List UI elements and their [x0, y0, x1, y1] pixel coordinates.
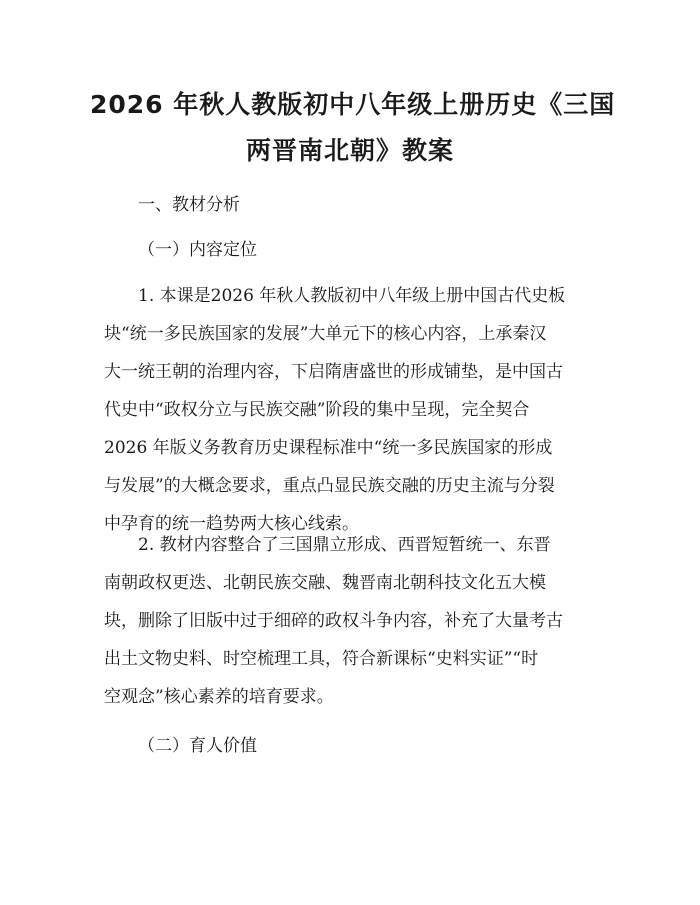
paragraph-line: 2026 年版义务教育历史课程标准中“统一多民族国家的形成 [104, 438, 553, 458]
paragraph-1 [104, 277, 600, 543]
paragraph-2 [104, 526, 600, 716]
paragraph-line: 出土文物史料、时空梳理工具，符合新课标“史料实证”“时 [104, 649, 539, 669]
paragraph-line: 与发展”的大概念要求，重点凸显民族交融的历史主流与分裂 [104, 476, 555, 496]
paragraph-line: 块“统一多民族国家的发展”大单元下的核心内容，上承秦汉 [104, 324, 547, 344]
paragraph-line: 2. 教材内容整合了三国鼎立形成、西晋短暂统一、东晋 [138, 535, 551, 555]
paragraph-line: 块，删除了旧版中过于细碎的政权斗争内容，补充了大量考古 [104, 611, 563, 631]
paragraph-line: 大一统王朝的治理内容，下启隋唐盛世的形成铺垫，是中国古 [104, 362, 563, 382]
document-title-line-2: 两晋南北朝》教案 [245, 136, 454, 165]
section-heading-teaching-material-analysis: 一、教材分析 [138, 195, 240, 215]
paragraph-line: 南朝政权更迭、北朝民族交融、魏晋南北朝科技文化五大模 [104, 573, 546, 593]
subsection-heading-content-positioning: （一）内容定位 [138, 240, 257, 260]
paragraph-line: 空观念”核心素养的培育要求。 [104, 687, 334, 707]
paragraph-line: 代史中“政权分立与民族交融”阶段的集中呈现，完全契合 [104, 400, 530, 420]
paragraph-line: 1. 本课是2026 年秋人教版初中八年级上册中国古代史板 [138, 286, 566, 306]
document-title-line-1: 2026 年秋人教版初中八年级上册历史《三国 [90, 90, 616, 119]
paragraph-line: 中孕育的统一趋势两大核心线索。 [104, 514, 359, 534]
subsection-heading-educational-value: （二）育人价值 [138, 736, 257, 756]
